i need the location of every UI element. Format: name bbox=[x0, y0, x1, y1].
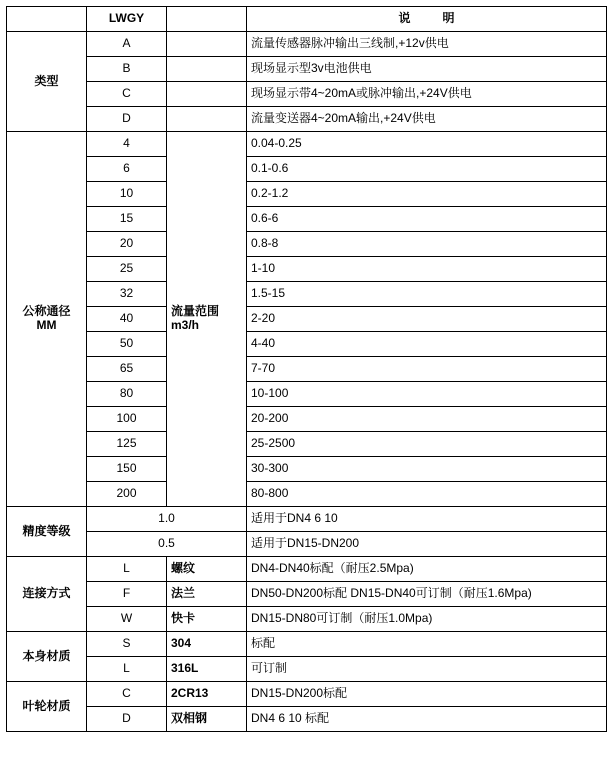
code-cell: 40 bbox=[87, 307, 167, 332]
table-row bbox=[7, 457, 607, 482]
table-row bbox=[7, 332, 607, 357]
desc-cell: 现场显示型3v电池供电 bbox=[247, 57, 607, 82]
table-row bbox=[7, 557, 607, 582]
table-row bbox=[7, 307, 607, 332]
code-cell: 50 bbox=[87, 332, 167, 357]
desc-cell: DN4 6 10 标配 bbox=[247, 707, 607, 732]
spec-cell: 快卡 bbox=[167, 607, 247, 632]
section-label-line2: MM bbox=[36, 318, 57, 332]
desc-cell: 0.2-1.2 bbox=[247, 182, 607, 207]
spec-cell: 316L bbox=[167, 657, 247, 682]
table-row bbox=[7, 607, 607, 632]
table-row bbox=[7, 407, 607, 432]
code-cell: 65 bbox=[87, 357, 167, 382]
code-cell: D bbox=[87, 707, 167, 732]
section-label-accuracy-class: 精度等级 bbox=[7, 507, 87, 557]
desc-cell: 2-20 bbox=[247, 307, 607, 332]
table-row bbox=[7, 382, 607, 407]
desc-cell: 0.8-8 bbox=[247, 232, 607, 257]
code-cell: C bbox=[87, 82, 167, 107]
table-row bbox=[7, 532, 607, 557]
table-row bbox=[7, 582, 607, 607]
table-row bbox=[7, 357, 607, 382]
table-row bbox=[7, 632, 607, 657]
flow-range-label bbox=[167, 132, 247, 507]
desc-cell: DN50-DN200标配 DN15-DN40可订制（耐压1.6Mpa) bbox=[247, 582, 607, 607]
desc-cell: 1.5-15 bbox=[247, 282, 607, 307]
code-cell: 4 bbox=[87, 132, 167, 157]
code-cell: L bbox=[87, 657, 167, 682]
desc-cell: DN4-DN40标配（耐压2.5Mpa) bbox=[247, 557, 607, 582]
spec-cell: 2CR13 bbox=[167, 682, 247, 707]
code-cell: B bbox=[87, 57, 167, 82]
code-cell: W bbox=[87, 607, 167, 632]
code-cell: 150 bbox=[87, 457, 167, 482]
spec-cell bbox=[167, 32, 247, 57]
table-row bbox=[7, 132, 607, 157]
spec-cell bbox=[167, 107, 247, 132]
table-row bbox=[7, 657, 607, 682]
specification-table bbox=[6, 6, 607, 732]
desc-cell: 适用于DN4 6 10 bbox=[247, 507, 607, 532]
table-row bbox=[7, 182, 607, 207]
desc-cell: 1-10 bbox=[247, 257, 607, 282]
table-row bbox=[7, 682, 607, 707]
desc-cell: 25-2500 bbox=[247, 432, 607, 457]
spec-cell: 双相钢 bbox=[167, 707, 247, 732]
table-row bbox=[7, 32, 607, 57]
table-row bbox=[7, 107, 607, 132]
desc-cell: DN15-DN200标配 bbox=[247, 682, 607, 707]
code-cell: 10 bbox=[87, 182, 167, 207]
code-cell: D bbox=[87, 107, 167, 132]
code-cell: 32 bbox=[87, 282, 167, 307]
header-spec-cell bbox=[167, 7, 247, 32]
desc-cell: 可订制 bbox=[247, 657, 607, 682]
table-row bbox=[7, 82, 607, 107]
code-cell: C bbox=[87, 682, 167, 707]
desc-cell: 适用于DN15-DN200 bbox=[247, 532, 607, 557]
desc-cell: 7-70 bbox=[247, 357, 607, 382]
flow-range-line1: 流量范围 bbox=[171, 304, 220, 319]
desc-cell: 流量传感器脉冲输出三线制,+12v供电 bbox=[247, 32, 607, 57]
table-row bbox=[7, 257, 607, 282]
section-label-impeller-material: 叶轮材质 bbox=[7, 682, 87, 732]
desc-cell: 20-200 bbox=[247, 407, 607, 432]
spec-cell: 法兰 bbox=[167, 582, 247, 607]
code-cell: 0.5 bbox=[87, 532, 247, 557]
desc-cell: 10-100 bbox=[247, 382, 607, 407]
section-label-body-material: 本身材质 bbox=[7, 632, 87, 682]
table-row bbox=[7, 482, 607, 507]
code-cell: 200 bbox=[87, 482, 167, 507]
spec-cell: 304 bbox=[167, 632, 247, 657]
table-row bbox=[7, 507, 607, 532]
table-row bbox=[7, 232, 607, 257]
desc-cell: 4-40 bbox=[247, 332, 607, 357]
flow-range-line2: m3/h bbox=[171, 318, 200, 332]
code-cell: 25 bbox=[87, 257, 167, 282]
desc-cell: 0.6-6 bbox=[247, 207, 607, 232]
table-row bbox=[7, 57, 607, 82]
spec-cell bbox=[167, 57, 247, 82]
code-cell: 100 bbox=[87, 407, 167, 432]
table-row bbox=[7, 707, 607, 732]
header-corner-cell bbox=[7, 7, 87, 32]
spec-cell bbox=[167, 82, 247, 107]
desc-cell: 80-800 bbox=[247, 482, 607, 507]
code-cell: L bbox=[87, 557, 167, 582]
section-label-nominal-diameter bbox=[7, 132, 87, 507]
desc-cell: 0.1-0.6 bbox=[247, 157, 607, 182]
table-row bbox=[7, 207, 607, 232]
header-description: 说 明 bbox=[247, 7, 607, 32]
spec-cell: 螺纹 bbox=[167, 557, 247, 582]
code-cell: F bbox=[87, 582, 167, 607]
desc-cell: 0.04-0.25 bbox=[247, 132, 607, 157]
desc-cell: 30-300 bbox=[247, 457, 607, 482]
table-header-row bbox=[7, 7, 607, 32]
code-cell: 80 bbox=[87, 382, 167, 407]
desc-cell: 标配 bbox=[247, 632, 607, 657]
code-cell: 125 bbox=[87, 432, 167, 457]
desc-cell: DN15-DN80可订制（耐压1.0Mpa) bbox=[247, 607, 607, 632]
table-row bbox=[7, 157, 607, 182]
code-cell: S bbox=[87, 632, 167, 657]
code-cell: 20 bbox=[87, 232, 167, 257]
code-cell: 15 bbox=[87, 207, 167, 232]
section-label-line1: 公称通径 bbox=[22, 304, 71, 319]
code-cell: 1.0 bbox=[87, 507, 247, 532]
table-row bbox=[7, 282, 607, 307]
code-cell: 6 bbox=[87, 157, 167, 182]
section-label-connection-type: 连接方式 bbox=[7, 557, 87, 632]
desc-cell: 流量变送器4~20mA输出,+24V供电 bbox=[247, 107, 607, 132]
section-label-type: 类型 bbox=[7, 32, 87, 132]
code-cell: A bbox=[87, 32, 167, 57]
header-model-code: LWGY bbox=[87, 7, 167, 32]
desc-cell: 现场显示带4~20mA或脉冲输出,+24V供电 bbox=[247, 82, 607, 107]
table-row bbox=[7, 432, 607, 457]
